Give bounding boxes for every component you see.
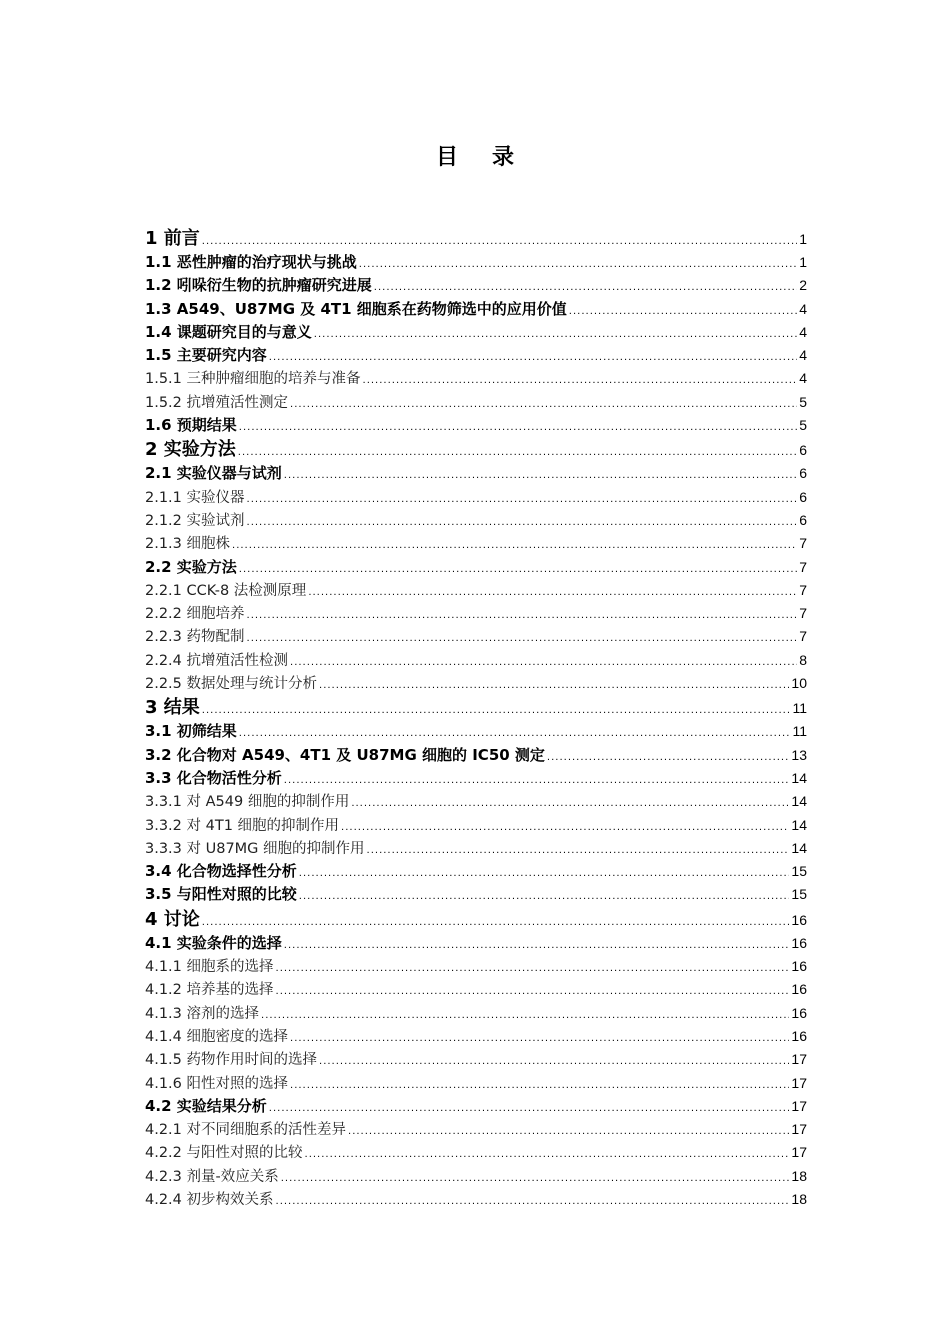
toc-entry[interactable]	[145, 556, 807, 579]
toc-leader-dots	[351, 792, 789, 815]
toc-entry-page: 11	[792, 700, 807, 717]
toc-leader-dots	[247, 488, 798, 511]
toc-entry-title: 1.5.2 抗增殖活性测定	[145, 394, 289, 411]
toc-entry[interactable]	[145, 321, 807, 344]
toc-entry-title: 2.2.5 数据处理与统计分析	[145, 676, 318, 693]
toc-leader-dots	[290, 1027, 789, 1050]
toc-leader-dots	[276, 957, 790, 980]
toc-entry-page: 6	[799, 488, 807, 505]
toc-entry-page: 17	[791, 1144, 807, 1161]
toc-leader-dots	[341, 816, 789, 839]
toc-entry-page: 17	[791, 1121, 807, 1138]
toc-entry-title: 4.1.6 阳性对照的选择	[145, 1075, 289, 1092]
toc-entry-page: 4	[799, 370, 807, 387]
toc-entry-title: 4.1 实验条件的选择	[145, 933, 282, 952]
toc-entry-title: 1.2 吲哚衍生物的抗肿瘤研究进展	[145, 276, 372, 295]
toc-entry-title: 3.5 与阳性对照的比较	[145, 885, 297, 904]
toc-leader-dots	[239, 416, 797, 439]
toc-entry-title: 4.2.1 对不同细胞系的活性差异	[145, 1122, 347, 1139]
toc-leader-dots	[247, 604, 798, 627]
toc-entry-page: 16	[791, 1027, 807, 1044]
toc-entry[interactable]	[145, 532, 807, 555]
toc-entry[interactable]	[145, 649, 807, 672]
toc-entry-title: 1.5.1 三种肿瘤细胞的培养与准备	[145, 371, 361, 388]
toc-leader-dots	[308, 581, 797, 604]
toc-entry-title: 2.1.3 细胞株	[145, 536, 231, 553]
toc-entry-page: 15	[791, 863, 807, 880]
toc-entry[interactable]	[145, 978, 807, 1001]
toc-entry-title: 3.3 化合物活性分析	[145, 768, 282, 787]
toc-leader-dots	[314, 323, 797, 346]
toc-entry-title: 4.1.1 细胞系的选择	[145, 959, 274, 976]
toc-entry-page: 6	[799, 465, 807, 482]
toc-leader-dots	[367, 839, 790, 862]
toc-entry-page: 17	[791, 1097, 807, 1114]
toc-leader-dots	[348, 1120, 789, 1143]
toc-entry-page: 8	[799, 651, 807, 668]
toc-entry[interactable]	[145, 883, 807, 906]
toc-entry-title: 1.4 课题研究目的与意义	[145, 322, 312, 341]
toc-entry[interactable]	[145, 767, 807, 790]
toc-entry[interactable]	[145, 462, 807, 485]
toc-entry-title: 2.1 实验仪器与试剂	[145, 464, 282, 483]
table-of-contents	[145, 226, 807, 1211]
toc-leader-dots	[276, 1190, 790, 1213]
toc-entry-page: 7	[799, 581, 807, 598]
toc-entry-page: 2	[799, 277, 807, 294]
toc-entry-title: 4.2.4 初步构效关系	[145, 1191, 274, 1208]
toc-entry-title: 4.2.3 剂量-效应关系	[145, 1168, 279, 1185]
toc-entry[interactable]	[145, 226, 807, 251]
toc-leader-dots	[284, 464, 797, 487]
toc-entry-page: 7	[799, 628, 807, 645]
toc-leader-dots	[299, 885, 790, 908]
toc-entry[interactable]	[145, 814, 807, 837]
toc-entry[interactable]	[145, 837, 807, 860]
toc-entry-page: 17	[791, 1051, 807, 1068]
toc-entry[interactable]	[145, 391, 807, 414]
toc-leader-dots	[239, 722, 791, 745]
toc-leader-dots	[299, 862, 790, 885]
toc-entry[interactable]	[145, 602, 807, 625]
toc-entry[interactable]	[145, 367, 807, 390]
page-title: 目录	[435, 145, 548, 170]
toc-entry[interactable]	[145, 720, 807, 743]
toc-leader-dots	[239, 558, 797, 581]
toc-leader-dots	[269, 1097, 790, 1120]
toc-entry-title: 3 结果	[145, 697, 200, 719]
toc-entry-title: 2.1.2 实验试剂	[145, 512, 245, 529]
toc-entry-title: 3.3.2 对 4T1 细胞的抑制作用	[145, 817, 340, 834]
toc-entry[interactable]	[145, 1165, 807, 1188]
toc-entry-title: 3.3.3 对 U87MG 细胞的抑制作用	[145, 840, 365, 857]
toc-entry-page: 11	[792, 723, 807, 740]
toc-leader-dots	[202, 910, 790, 935]
toc-entry-title: 4 讨论	[145, 908, 200, 930]
toc-entry-title: 4.2 实验结果分析	[145, 1096, 267, 1115]
toc-entry[interactable]	[145, 509, 807, 532]
toc-entry-page: 16	[791, 934, 807, 951]
toc-entry[interactable]	[145, 251, 807, 274]
toc-entry-page: 6	[799, 511, 807, 528]
toc-entry-title: 2.2 实验方法	[145, 557, 237, 576]
toc-entry-page: 10	[791, 675, 807, 692]
toc-entry-title: 1.6 预期结果	[145, 416, 237, 435]
toc-leader-dots	[238, 440, 797, 465]
toc-entry[interactable]	[145, 907, 807, 932]
toc-leader-dots	[247, 627, 798, 650]
toc-entry-title: 2.2.4 抗增殖活性检测	[145, 652, 289, 669]
toc-entry-title: 4.1.4 细胞密度的选择	[145, 1028, 289, 1045]
toc-entry-page: 7	[799, 558, 807, 575]
toc-entry-page: 5	[799, 417, 807, 434]
toc-leader-dots	[284, 769, 790, 792]
toc-entry-page: 16	[791, 958, 807, 975]
toc-entry-title: 2 实验方法	[145, 439, 236, 461]
toc-entry-page: 4	[799, 323, 807, 340]
toc-leader-dots	[569, 300, 797, 323]
toc-entry[interactable]	[145, 414, 807, 437]
toc-entry[interactable]	[145, 437, 807, 462]
toc-leader-dots	[276, 980, 790, 1003]
toc-entry[interactable]	[145, 274, 807, 297]
toc-leader-dots	[305, 1143, 790, 1166]
toc-entry[interactable]	[145, 1095, 807, 1118]
toc-entry-page: 16	[791, 981, 807, 998]
toc-entry[interactable]	[145, 1188, 807, 1211]
toc-entry[interactable]	[145, 1118, 807, 1141]
toc-entry[interactable]	[145, 672, 807, 695]
toc-entry-title: 2.2.2 细胞培养	[145, 606, 245, 623]
toc-entry[interactable]	[145, 932, 807, 955]
toc-entry-title: 1.5 主要研究内容	[145, 346, 267, 365]
toc-entry-page: 4	[799, 300, 807, 317]
toc-entry-page: 1	[799, 254, 807, 270]
toc-entry[interactable]	[145, 298, 807, 321]
toc-entry[interactable]	[145, 1025, 807, 1048]
toc-entry-title: 1.1 恶性肿瘤的治疗现状与挑战	[145, 253, 357, 271]
toc-entry-title: 3.1 初筛结果	[145, 722, 237, 741]
toc-leader-dots	[232, 534, 797, 557]
toc-entry-title: 3.2 化合物对 A549、4T1 及 U87MG 细胞的 IC50 测定	[145, 745, 545, 764]
toc-entry-title: 4.2.2 与阳性对照的比较	[145, 1145, 303, 1162]
toc-leader-dots	[359, 253, 797, 276]
toc-leader-dots	[269, 346, 797, 369]
toc-entry-title: 2.2.3 药物配制	[145, 629, 245, 646]
toc-entry-page: 18	[791, 1190, 807, 1207]
toc-entry-page: 15	[791, 886, 807, 903]
toc-entry-title: 4.1.2 培养基的选择	[145, 982, 274, 999]
toc-entry[interactable]	[145, 790, 807, 813]
toc-entry[interactable]	[145, 1002, 807, 1025]
toc-entry-page: 6	[799, 442, 807, 459]
toc-entry[interactable]	[145, 579, 807, 602]
toc-entry-page: 18	[791, 1167, 807, 1184]
toc-leader-dots	[247, 511, 798, 534]
toc-entry[interactable]	[145, 1048, 807, 1071]
toc-entry[interactable]	[145, 344, 807, 367]
toc-leader-dots	[319, 1050, 789, 1073]
toc-entry-title: 2.1.1 实验仪器	[145, 489, 245, 506]
toc-leader-dots	[202, 698, 791, 723]
toc-entry-page: 13	[791, 746, 807, 763]
toc-leader-dots	[547, 746, 790, 769]
toc-leader-dots	[290, 651, 797, 674]
toc-entry-page: 16	[791, 1004, 807, 1021]
toc-entry-title: 1 前言	[145, 228, 200, 249]
toc-entry-page: 1	[799, 231, 807, 247]
toc-leader-dots	[290, 1074, 789, 1097]
toc-leader-dots	[374, 276, 797, 299]
toc-entry-page: 14	[791, 839, 807, 856]
toc-entry-page: 7	[799, 535, 807, 552]
toc-entry-page: 14	[791, 816, 807, 833]
toc-entry-title: 2.2.1 CCK-8 法检测原理	[145, 582, 307, 599]
toc-leader-dots	[284, 934, 790, 957]
toc-entry-page: 5	[799, 393, 807, 410]
toc-entry-page: 14	[791, 793, 807, 810]
toc-entry[interactable]	[145, 695, 807, 720]
toc-entry-page: 14	[791, 769, 807, 786]
toc-leader-dots	[363, 369, 798, 392]
toc-entry-page: 17	[791, 1074, 807, 1091]
toc-leader-dots	[319, 674, 789, 697]
toc-entry-page: 4	[799, 347, 807, 364]
toc-entry[interactable]	[145, 955, 807, 978]
toc-entry-title: 1.3 A549、U87MG 及 4T1 细胞系在药物筛选中的应用价值	[145, 299, 567, 318]
toc-entry[interactable]	[145, 744, 807, 767]
toc-entry-title: 3.4 化合物选择性分析	[145, 862, 297, 881]
toc-entry-page: 16	[791, 911, 807, 928]
toc-entry[interactable]	[145, 1141, 807, 1164]
toc-leader-dots	[290, 393, 797, 416]
toc-entry[interactable]	[145, 486, 807, 509]
toc-entry[interactable]	[145, 860, 807, 883]
toc-entry-title: 4.1.5 药物作用时间的选择	[145, 1052, 318, 1069]
toc-entry[interactable]	[145, 1072, 807, 1095]
toc-entry[interactable]	[145, 625, 807, 648]
toc-leader-dots	[261, 1004, 789, 1027]
toc-leader-dots	[281, 1167, 790, 1190]
toc-entry-title: 4.1.3 溶剂的选择	[145, 1005, 260, 1022]
toc-entry-page: 7	[799, 605, 807, 622]
toc-entry-title: 3.3.1 对 A549 细胞的抑制作用	[145, 794, 350, 811]
